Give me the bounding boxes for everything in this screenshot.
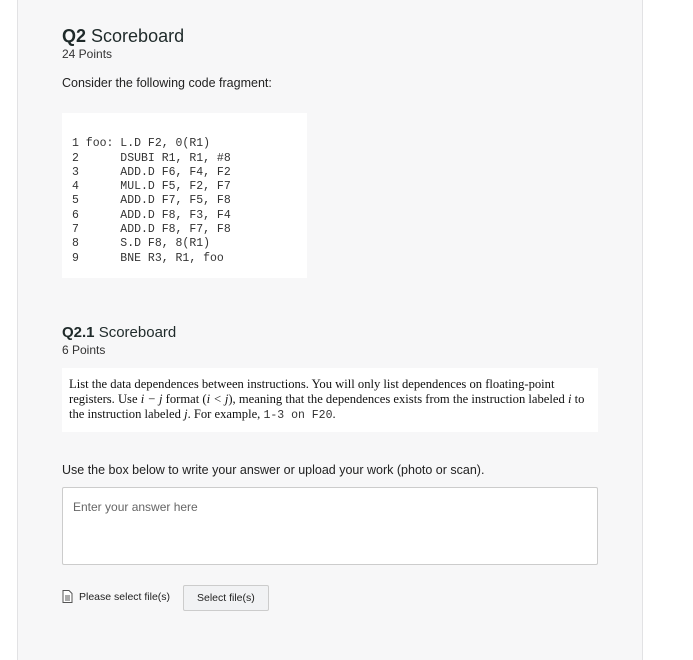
- answer-textarea[interactable]: Enter your answer here: [62, 487, 598, 565]
- code-line: 4 MUL.D F5, F2, F7: [72, 180, 231, 194]
- code-line: 3 ADD.D F6, F4, F2: [72, 165, 231, 179]
- code-line: 9 BNE R3, R1, foo: [72, 251, 224, 265]
- file-document-icon: [62, 590, 73, 608]
- code-line: 5 ADD.D F7, F5, F8: [72, 194, 231, 208]
- code-line: 6 ADD.D F8, F3, F4: [72, 208, 231, 222]
- question-points: 24 Points: [62, 47, 113, 61]
- code-line: 2 DSUBI R1, R1, #8: [72, 151, 231, 165]
- code-line: 1 foo: L.D F2, 0(R1): [72, 137, 211, 151]
- question-title: Q2 Scoreboard: [62, 26, 185, 46]
- subquestion-prompt-image: List the data dependences between instructions. You will only list dependences on floating-point registers. Use i − j format (i < j), meaning that the dependences exists from the instruction labeled i to the instruction labeled j. For example, 1-3 on F20.: [62, 368, 598, 432]
- subquestion-title: Q2.1 Scoreboard: [62, 324, 177, 341]
- code-line: 7 ADD.D F8, F7, F8: [72, 223, 231, 237]
- code-line: 8 S.D F8, 8(R1): [72, 237, 211, 251]
- answer-instructions: Use the box below to write your answer or upload your work (photo or scan).: [62, 463, 485, 477]
- select-files-button[interactable]: Select file(s): [183, 585, 269, 611]
- file-status: Please select file(s): [79, 591, 171, 603]
- question-intro: Consider the following code fragment:: [62, 76, 272, 90]
- code-fragment-image: [62, 113, 307, 278]
- subquestion-points: 6 Points: [62, 343, 106, 357]
